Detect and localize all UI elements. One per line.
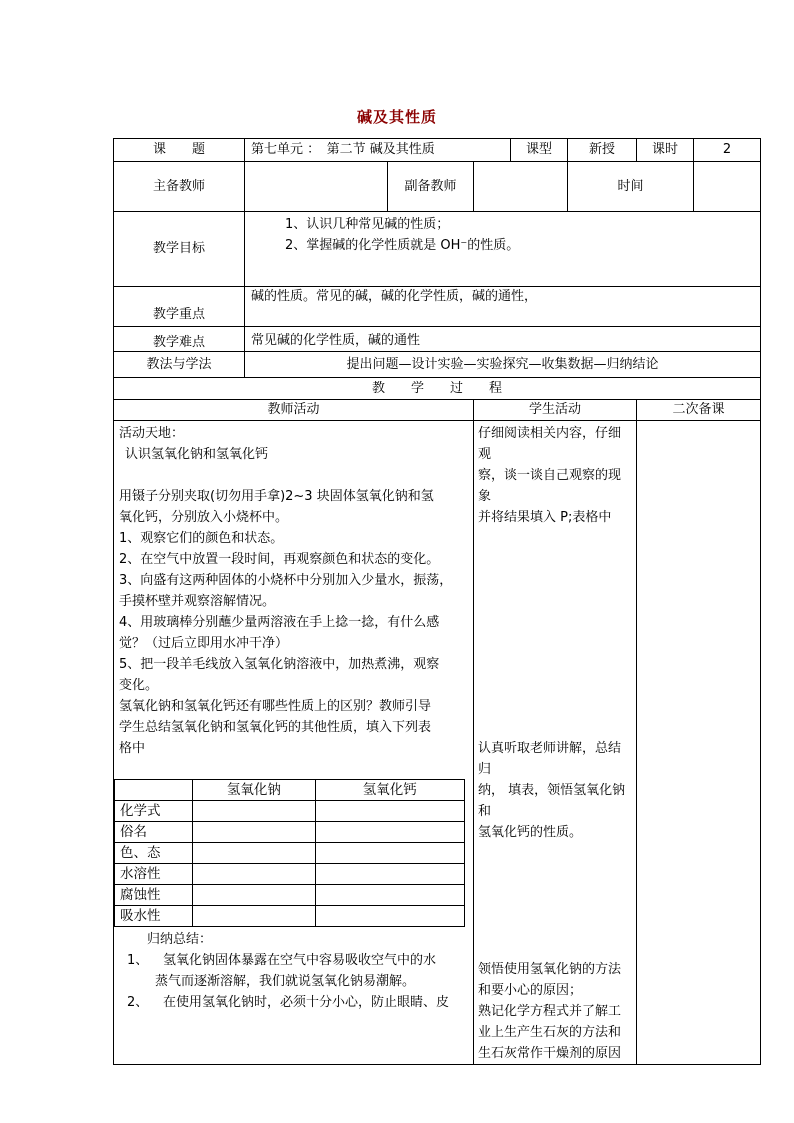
teacher-line: 2、在空气中放置一段时间，再观察颜色和状态的变化。	[119, 552, 440, 567]
table-row	[115, 843, 465, 864]
teacher-line: 认识氢氧化钠和氢氧化钙	[125, 447, 269, 462]
comparison-table	[114, 779, 465, 927]
student-line: 察，谈一谈自己观察的现象	[478, 468, 622, 504]
teacher-line: 学生总结氢氧化钠和氢氧化钙的其他性质，填入下列表	[119, 720, 432, 735]
comparison-row-label: 水溶性	[115, 864, 193, 885]
type-value: 新授	[568, 139, 637, 162]
col-teacher-activity: 教师活动	[114, 400, 474, 421]
teacher-blank-line	[119, 465, 469, 486]
lead-teacher-value	[245, 162, 388, 212]
student-spacer	[478, 843, 632, 959]
teacher-line: 氢氧化钠和氢氧化钙还有哪些性质上的区别？教师引导	[119, 699, 432, 714]
comparison-cell	[315, 822, 464, 843]
summary-item-1-cont	[119, 971, 469, 992]
comparison-header-naoh: 氢氧化钠	[193, 780, 315, 801]
difficulties-value: 常见碱的化学性质，碱的通性	[245, 327, 761, 352]
comparison-cell	[193, 843, 315, 864]
student-line: 认真听取老师讲解，总结归	[478, 741, 622, 777]
comparison-header-blank	[115, 780, 193, 801]
comparison-cell	[315, 801, 464, 822]
lead-teacher-label: 主备教师	[114, 162, 245, 212]
summary-text: 蒸气而逐渐溶解，我们就说氢氧化钠易潮解。	[155, 974, 416, 989]
goals-content	[245, 212, 761, 287]
key-points-label: 教学重点	[114, 287, 245, 327]
table-row	[115, 885, 465, 906]
teacher-line: 格中	[119, 741, 146, 756]
table-row	[115, 864, 465, 885]
student-activity-cell	[474, 421, 637, 1065]
student-line: 熟记化学方程式并了解工	[478, 1004, 622, 1019]
summary-num: 1、	[127, 953, 149, 968]
comparison-cell	[193, 801, 315, 822]
summary-num: 2、	[127, 995, 149, 1010]
student-line: 领悟使用氢氧化钠的方法	[478, 962, 622, 977]
summary-title: 归纳总结：	[147, 932, 213, 947]
student-line: 纳， 填表，领悟氢氧化钠和	[478, 783, 626, 819]
comparison-cell	[193, 864, 315, 885]
goal-line-1: 1、认识几种常见碱的性质；	[285, 217, 450, 232]
teacher-activity-cell	[114, 421, 474, 1065]
comparison-header-caoh2: 氢氧化钙	[315, 780, 464, 801]
key-points-value: 碱的性质。常见的碱，碱的化学性质，碱的通性，	[245, 287, 761, 327]
summary-item-1	[119, 950, 469, 971]
table-row	[115, 822, 465, 843]
time-value	[694, 162, 761, 212]
teacher-blank-line	[119, 759, 469, 779]
topic-value: 第七单元 ： 第二节 碱及其性质	[245, 139, 511, 162]
goal-line-2: 2、掌握碱的化学性质就是 OH⁻的性质。	[285, 238, 520, 253]
hours-value: 2	[694, 139, 761, 162]
teacher-line: 氧化钙，分别放入小烧杯中。	[119, 510, 289, 525]
table-row	[115, 801, 465, 822]
student-line: 氢氧化钙的性质。	[478, 825, 583, 840]
comparison-cell	[193, 906, 315, 927]
student-line: 仔细阅读相关内容，仔细观	[478, 426, 622, 462]
comparison-cell	[315, 906, 464, 927]
teacher-line: 1、观察它们的颜色和状态。	[119, 531, 284, 546]
teacher-line: 4、用玻璃棒分别蘸少量两溶液在手上捻一捻，有什么感	[119, 615, 440, 630]
summary-item-2	[119, 992, 469, 1013]
type-label: 课型	[511, 139, 568, 162]
process-title: 教 学 过 程	[114, 378, 761, 400]
teacher-line: 用镊子分别夹取(切勿用手拿)2~3 块固体氢氧化钠和氢	[119, 489, 434, 504]
difficulties-label: 教学难点	[114, 327, 245, 352]
summary-text: 在使用氢氧化钠时，必须十分小心，防止眼睛、皮	[163, 995, 450, 1010]
comparison-cell	[193, 822, 315, 843]
comparison-row-label: 腐蚀性	[115, 885, 193, 906]
comparison-cell	[193, 885, 315, 906]
comparison-cell	[315, 885, 464, 906]
teacher-line: 活动天地：	[119, 426, 185, 441]
assist-teacher-label: 副备教师	[388, 162, 474, 212]
document-title: 碱及其性质	[356, 108, 437, 126]
summary-num	[119, 971, 155, 992]
lesson-plan-table	[113, 138, 761, 1065]
comparison-row-label: 俗名	[115, 822, 193, 843]
methods-value: 提出问题—设计实验—实验探究—收集数据—归纳结论	[245, 352, 761, 378]
student-spacer	[478, 528, 632, 738]
comparison-cell	[315, 864, 464, 885]
second-prep-cell	[637, 421, 761, 1065]
methods-label: 教法与学法	[114, 352, 245, 378]
teacher-line: 5、把一段羊毛线放入氢氧化钠溶液中，加热煮沸，观察	[119, 657, 440, 672]
summary-text: 氢氧化钠固体暴露在空气中容易吸收空气中的水	[163, 953, 437, 968]
teacher-line: 觉？（过后立即用水冲干净）	[119, 636, 289, 651]
comparison-row-label: 化学式	[115, 801, 193, 822]
hours-label: 课时	[637, 139, 694, 162]
time-label: 时间	[568, 162, 694, 212]
student-line: 并将结果填入 P;表格中	[478, 510, 612, 525]
teacher-line: 3、向盛有这两种固体的小烧杯中分别加入少量水，振荡，	[119, 573, 453, 588]
student-line: 和要小心的原因；	[478, 983, 583, 998]
comparison-row-label: 色、态	[115, 843, 193, 864]
student-line: 生石灰常作干燥剂的原因	[478, 1046, 622, 1061]
topic-label: 课 题	[114, 139, 245, 162]
comparison-row-label: 吸水性	[115, 906, 193, 927]
table-row	[115, 906, 465, 927]
teacher-line: 手摸杯壁并观察溶解情况。	[119, 594, 276, 609]
col-second-prep: 二次备课	[637, 400, 761, 421]
goals-label: 教学目标	[114, 212, 245, 287]
comparison-cell	[315, 843, 464, 864]
teacher-line: 变化。	[119, 678, 159, 693]
student-line: 业上生产生石灰的方法和	[478, 1025, 622, 1040]
col-student-activity: 学生活动	[474, 400, 637, 421]
assist-teacher-value	[474, 162, 568, 212]
